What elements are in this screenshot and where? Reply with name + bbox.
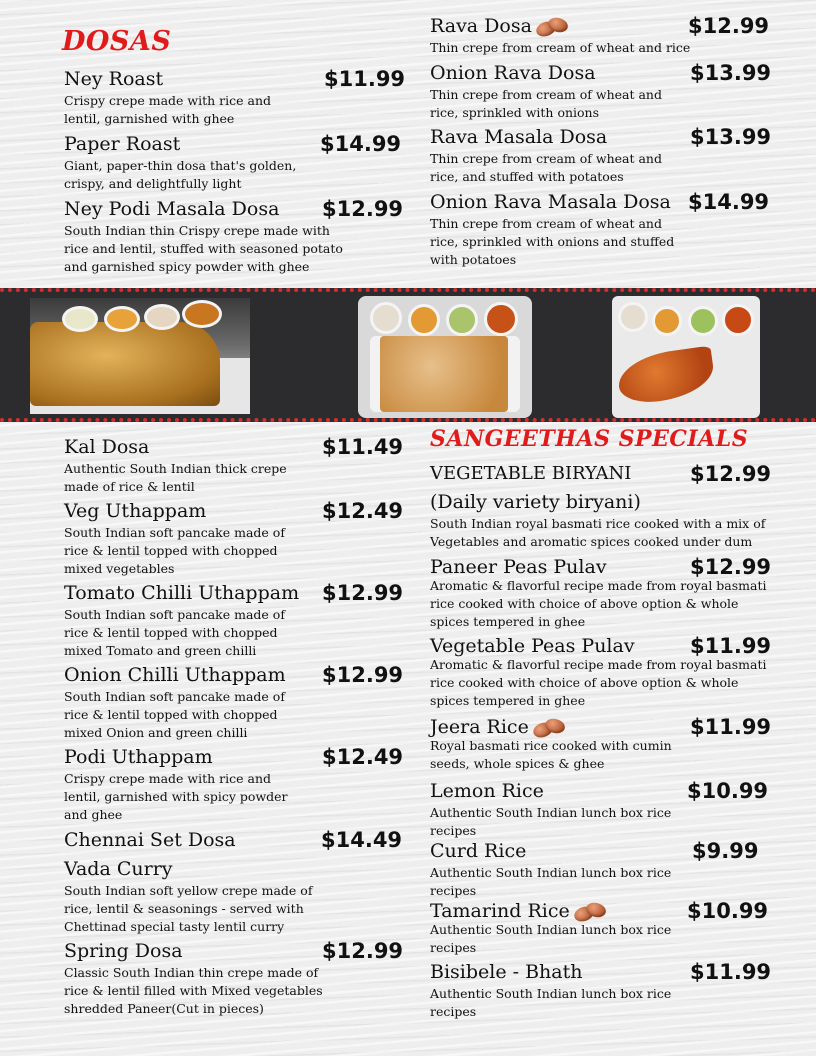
menu-item-paneer-peas-pulav [430, 555, 770, 631]
item-price: $13.99 [690, 125, 772, 149]
menu-item-onion-rava-masala-dosa [430, 190, 770, 269]
item-name: Kal Dosa [64, 436, 150, 458]
item-price: $12.99 [322, 581, 404, 605]
menu-item-vada-curry [64, 857, 394, 936]
menu-item-paper-roast [64, 132, 402, 193]
cone-dosa-photo [612, 296, 760, 418]
masala-dosa-photo [30, 298, 250, 414]
item-description: Authentic South Indian lunch box rice recipes [430, 865, 672, 898]
item-description: Giant, paper-thin dosa that's golden, crispy, and delightfully light [64, 158, 297, 191]
item-name: Vada Curry [64, 858, 173, 880]
item-name: Spring Dosa [64, 940, 183, 962]
menu-item-curd-rice [430, 839, 770, 900]
item-description: Authentic South Indian lunch box rice recipes [430, 805, 672, 838]
menu-item-rava-masala-dosa [430, 125, 772, 186]
item-description: Authentic South Indian lunch box rice recipes [430, 986, 672, 1019]
menu-item-bisibele-bhath [430, 960, 770, 1021]
item-price: $11.99 [690, 960, 772, 984]
item-name: Ney Podi Masala Dosa [64, 198, 280, 220]
item-name: Onion Rava Dosa [430, 62, 596, 84]
item-name: Bisibele - Bhath [430, 961, 583, 983]
item-name: (Daily variety biryani) [430, 491, 641, 513]
item-description: South Indian soft yellow crepe made of rice, lentil & seasonings - served with Chettinad special tasty lentil curry [64, 883, 313, 934]
menu-item-spring-dosa [64, 939, 404, 1018]
item-name: Chennai Set Dosa [64, 829, 236, 851]
item-description: Royal basmati rice cooked with cumin seeds, whole spices & ghee [430, 738, 672, 771]
item-name: Ney Roast [64, 68, 164, 90]
menu-item-jeera-rice [430, 715, 770, 773]
item-description: Crispy crepe made with rice and lentil, garnished with spicy powder and ghee [64, 771, 288, 822]
onion-rava-dosa-photo [358, 296, 532, 418]
item-price: $11.99 [690, 715, 772, 739]
menu-item-rava-dosa [430, 14, 770, 57]
item-name: Paneer Peas Pulav [430, 556, 607, 578]
item-name: Tamarind Rice [430, 899, 770, 923]
photo-strip [0, 288, 816, 422]
item-description: South Indian royal basmati rice cooked with a mix of Vegetables and aromatic spices cooked under dum [430, 516, 766, 549]
item-description: Aromatic & flavorful recipe made from royal basmati rice cooked with choice of above option & whole spices tempered in ghee [430, 657, 767, 708]
item-price: $11.99 [690, 634, 772, 658]
item-name: Curd Rice [430, 840, 527, 862]
item-description: Thin crepe from cream of wheat and rice, and stuffed with potatoes [430, 151, 662, 184]
item-name: VEGETABLE BIRYANI [430, 463, 632, 484]
item-description: Thin crepe from cream of wheat and rice [430, 40, 691, 55]
menu-item-daily-variety-biryani [430, 490, 770, 551]
item-description: South Indian soft pancake made of rice & lentil topped with chopped mixed vegetables [64, 525, 285, 576]
item-price: $13.99 [690, 61, 772, 85]
menu-item-vegetable-biryani [430, 462, 772, 486]
item-name: Vegetable Peas Pulav [430, 635, 635, 657]
item-price: $14.49 [321, 828, 403, 852]
spicy-icon [531, 717, 567, 739]
item-description: South Indian soft pancake made of rice & lentil topped with chopped mixed Tomato and green chilli [64, 607, 285, 658]
item-name: Podi Uthappam [64, 746, 213, 768]
item-description: Thin crepe from cream of wheat and rice, sprinkled with onions and stuffed with potatoes [430, 216, 675, 267]
menu-item-vegetable-peas-pulav [430, 634, 770, 710]
item-name: Onion Chilli Uthappam [64, 664, 286, 686]
item-price: $12.99 [690, 462, 772, 486]
spicy-icon [572, 901, 608, 923]
item-description: Authentic South Indian lunch box rice recipes [430, 922, 672, 955]
menu-item-podi-uthappam [64, 745, 404, 824]
menu-item-veg-uthappam [64, 499, 404, 578]
item-price: $12.99 [322, 197, 404, 221]
item-price: $9.99 [692, 839, 759, 863]
item-name: Rava Dosa [430, 14, 760, 38]
item-name: Paper Roast [64, 133, 181, 155]
menu-item-kal-dosa [64, 435, 404, 496]
menu-item-chennai-set-dosa [64, 828, 404, 852]
menu-item-ney-roast [64, 67, 406, 128]
item-description: Crispy crepe made with rice and lentil, garnished with ghee [64, 93, 272, 126]
item-description: South Indian soft pancake made of rice & lentil topped with chopped mixed Onion and green chilli [64, 689, 285, 740]
item-price: $10.99 [687, 899, 769, 923]
section-heading-dosas: DOSAS [62, 26, 172, 57]
item-description: Aromatic & flavorful recipe made from royal basmati rice cooked with choice of above option & whole spices tempered in ghee [430, 578, 767, 629]
item-description: Authentic South Indian thick crepe made of rice & lentil [64, 461, 287, 494]
section-heading-specials: SANGEETHAS SPECIALS [430, 426, 749, 452]
item-name: Lemon Rice [430, 780, 544, 802]
item-name: Onion Rava Masala Dosa [430, 191, 671, 213]
item-description: Thin crepe from cream of wheat and rice, sprinkled with onions [430, 87, 662, 120]
item-name: Rava Masala Dosa [430, 126, 608, 148]
item-price: $14.99 [688, 190, 770, 214]
item-price: $12.49 [322, 499, 404, 523]
item-name: Veg Uthappam [64, 500, 207, 522]
item-price: $12.99 [690, 555, 772, 579]
item-price: $10.99 [687, 779, 769, 803]
spicy-icon [534, 16, 570, 38]
item-price: $11.49 [322, 435, 404, 459]
menu-item-ney-podi-masala-dosa [64, 197, 404, 276]
item-price: $14.99 [320, 132, 402, 156]
menu-item-onion-rava-dosa [430, 61, 772, 122]
menu-item-tomato-chilli-uthappam [64, 581, 404, 660]
item-name: Tomato Chilli Uthappam [64, 582, 300, 604]
item-description: South Indian thin Crispy crepe made with rice and lentil, stuffed with seasoned potato and garnished spicy powder with ghee [64, 223, 343, 274]
item-description: Classic South Indian thin crepe made of rice & lentil filled with Mixed vegetables shredded Paneer(Cut in pieces) [64, 965, 323, 1016]
menu-item-lemon-rice [430, 779, 770, 840]
menu-item-onion-chilli-uthappam [64, 663, 404, 742]
item-price: $12.99 [688, 14, 770, 38]
item-price: $12.99 [322, 939, 404, 963]
item-price: $12.99 [322, 663, 404, 687]
item-price: $12.49 [322, 745, 404, 769]
item-price: $11.99 [324, 67, 406, 91]
item-name: Jeera Rice [430, 715, 770, 739]
menu-item-tamarind-rice [430, 899, 770, 957]
